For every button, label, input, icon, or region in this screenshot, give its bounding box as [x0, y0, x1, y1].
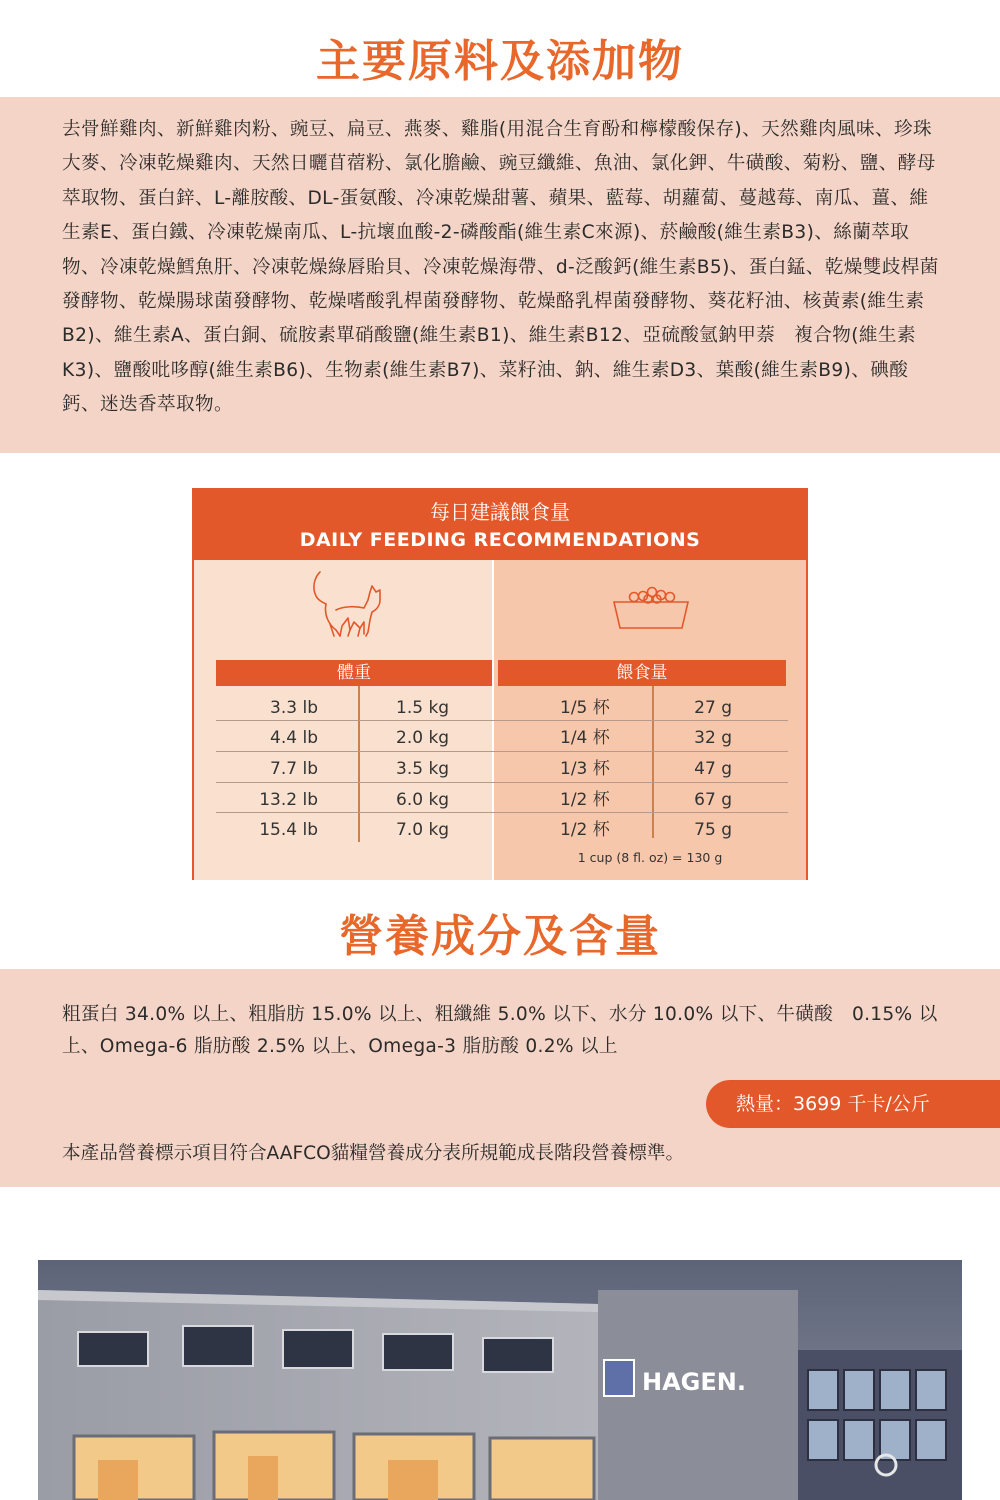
weight-lb-cell: 15.4 lb: [259, 820, 318, 840]
row-rule: [216, 812, 788, 813]
ingredients-text: 去骨鮮雞肉、新鮮雞肉粉、豌豆、扁豆、燕麥、雞脂(用混合生育酚和檸檬酸保存)、天然雞肉風味、珍珠大麥、冷凍乾燥雞肉、天然日曬苜蓿粉、氯化膽鹼、豌豆纖維、魚油、氯化鉀、牛磺酸、菊粉、鹽、酵母萃取物、蛋白鋅、L-離胺酸、DL-蛋氨酸、冷凍乾燥甜薯、蘋果、藍莓、胡蘿蔔、蔓越莓、南瓜、薑、維生素E、蛋白鐵、冷凍乾燥南瓜、L-抗壞血酸-2-磷酸酯(維生素C來源)、菸鹼酸(維生素B3)、絲蘭萃取物、冷凍乾燥鱈魚肝、冷凍乾燥綠唇貽貝、冷凍乾燥海帶、d-泛酸鈣(維生素B5)、蛋白錳、乾燥雙歧桿菌發酵物、乾燥腸球菌發酵物、乾燥嗜酸乳桿菌發酵物、乾燥酪乳桿菌發酵物、葵花籽油、核黃素(維生素B2)、維生素A、蛋白銅、硫胺素單硝酸鹽(維生素B1)、維生素B12、亞硫酸氫鈉甲萘 複合物(維生素K3)、鹽酸吡哆醇(維生素B6)、生物素(維生素B7)、菜籽油、鈉、維生素D3、葉酸(維生素B9)、碘酸鈣、迷迭香萃取物。: [62, 119, 939, 416]
cup-amount-cell: 1/4 杯: [560, 728, 610, 748]
feeding-title-en: DAILY FEEDING RECOMMENDATIONS: [299, 529, 701, 551]
feeding-header: [194, 490, 806, 560]
ingredients-band: [0, 97, 1000, 453]
hagen-building-photo: [38, 1260, 962, 1500]
gram-amount-cell: 47 g: [694, 759, 732, 779]
weight-kg-cell: 1.5 kg: [396, 698, 450, 718]
cup-conversion-note: 1 cup (8 fl. oz) = 130 g: [577, 850, 723, 865]
weight-kg-cell: 2.0 kg: [396, 728, 450, 748]
row-rule: [216, 751, 788, 752]
cup-amount-cell: 1/2 杯: [560, 820, 610, 840]
gram-amount-cell: 75 g: [694, 820, 732, 840]
row-rule: [216, 782, 788, 783]
food-bowl-icon: [608, 584, 694, 634]
nutrition-title: 營養成分及含量: [339, 911, 661, 962]
weight-lb-cell: 4.4 lb: [270, 728, 318, 748]
food-column-divider: [652, 686, 654, 838]
aafco-statement: 本產品營養標示項目符合AAFCO貓糧營養成分表所規範成長階段營養標準。: [62, 1143, 685, 1164]
cup-amount-cell: 1/2 杯: [560, 790, 610, 810]
feeding-title-zh: 每日建議餵食量: [430, 500, 570, 524]
weight-column-divider: [358, 686, 360, 842]
cup-amount-cell: 1/5 杯: [560, 698, 610, 718]
row-rule: [216, 720, 788, 721]
ingredients-title: 主要原料及添加物: [316, 36, 684, 87]
weight-kg-cell: 6.0 kg: [396, 790, 450, 810]
weight-lb-cell: 7.7 lb: [270, 759, 318, 779]
weight-kg-cell: 7.0 kg: [396, 820, 450, 840]
gram-amount-cell: 32 g: [694, 728, 732, 748]
food-column-header: 餵食量: [498, 660, 786, 686]
weight-column-header: 體重: [216, 660, 492, 686]
feeding-chart: [192, 488, 808, 880]
building-illustration: [38, 1260, 962, 1500]
cat-icon: [306, 570, 386, 642]
cup-amount-cell: 1/3 杯: [560, 759, 610, 779]
weight-lb-cell: 3.3 lb: [270, 698, 318, 718]
nutrition-text: 粗蛋白 34.0% 以上、粗脂肪 15.0% 以上、粗纖維 5.0% 以下、水分 10.0% 以下、牛磺酸 0.15% 以上、Omega-6 脂肪酸 2.5% 以上、Omega-3 脂肪酸 0.2% 以上: [62, 1004, 938, 1057]
weight-lb-cell: 13.2 lb: [259, 790, 318, 810]
hagen-sign: HAGEN.: [642, 1368, 746, 1396]
weight-kg-cell: 3.5 kg: [396, 759, 450, 779]
gram-amount-cell: 67 g: [694, 790, 732, 810]
calorie-badge: 熱量：3699 千卡/公斤: [706, 1080, 1000, 1128]
gram-amount-cell: 27 g: [694, 698, 732, 718]
